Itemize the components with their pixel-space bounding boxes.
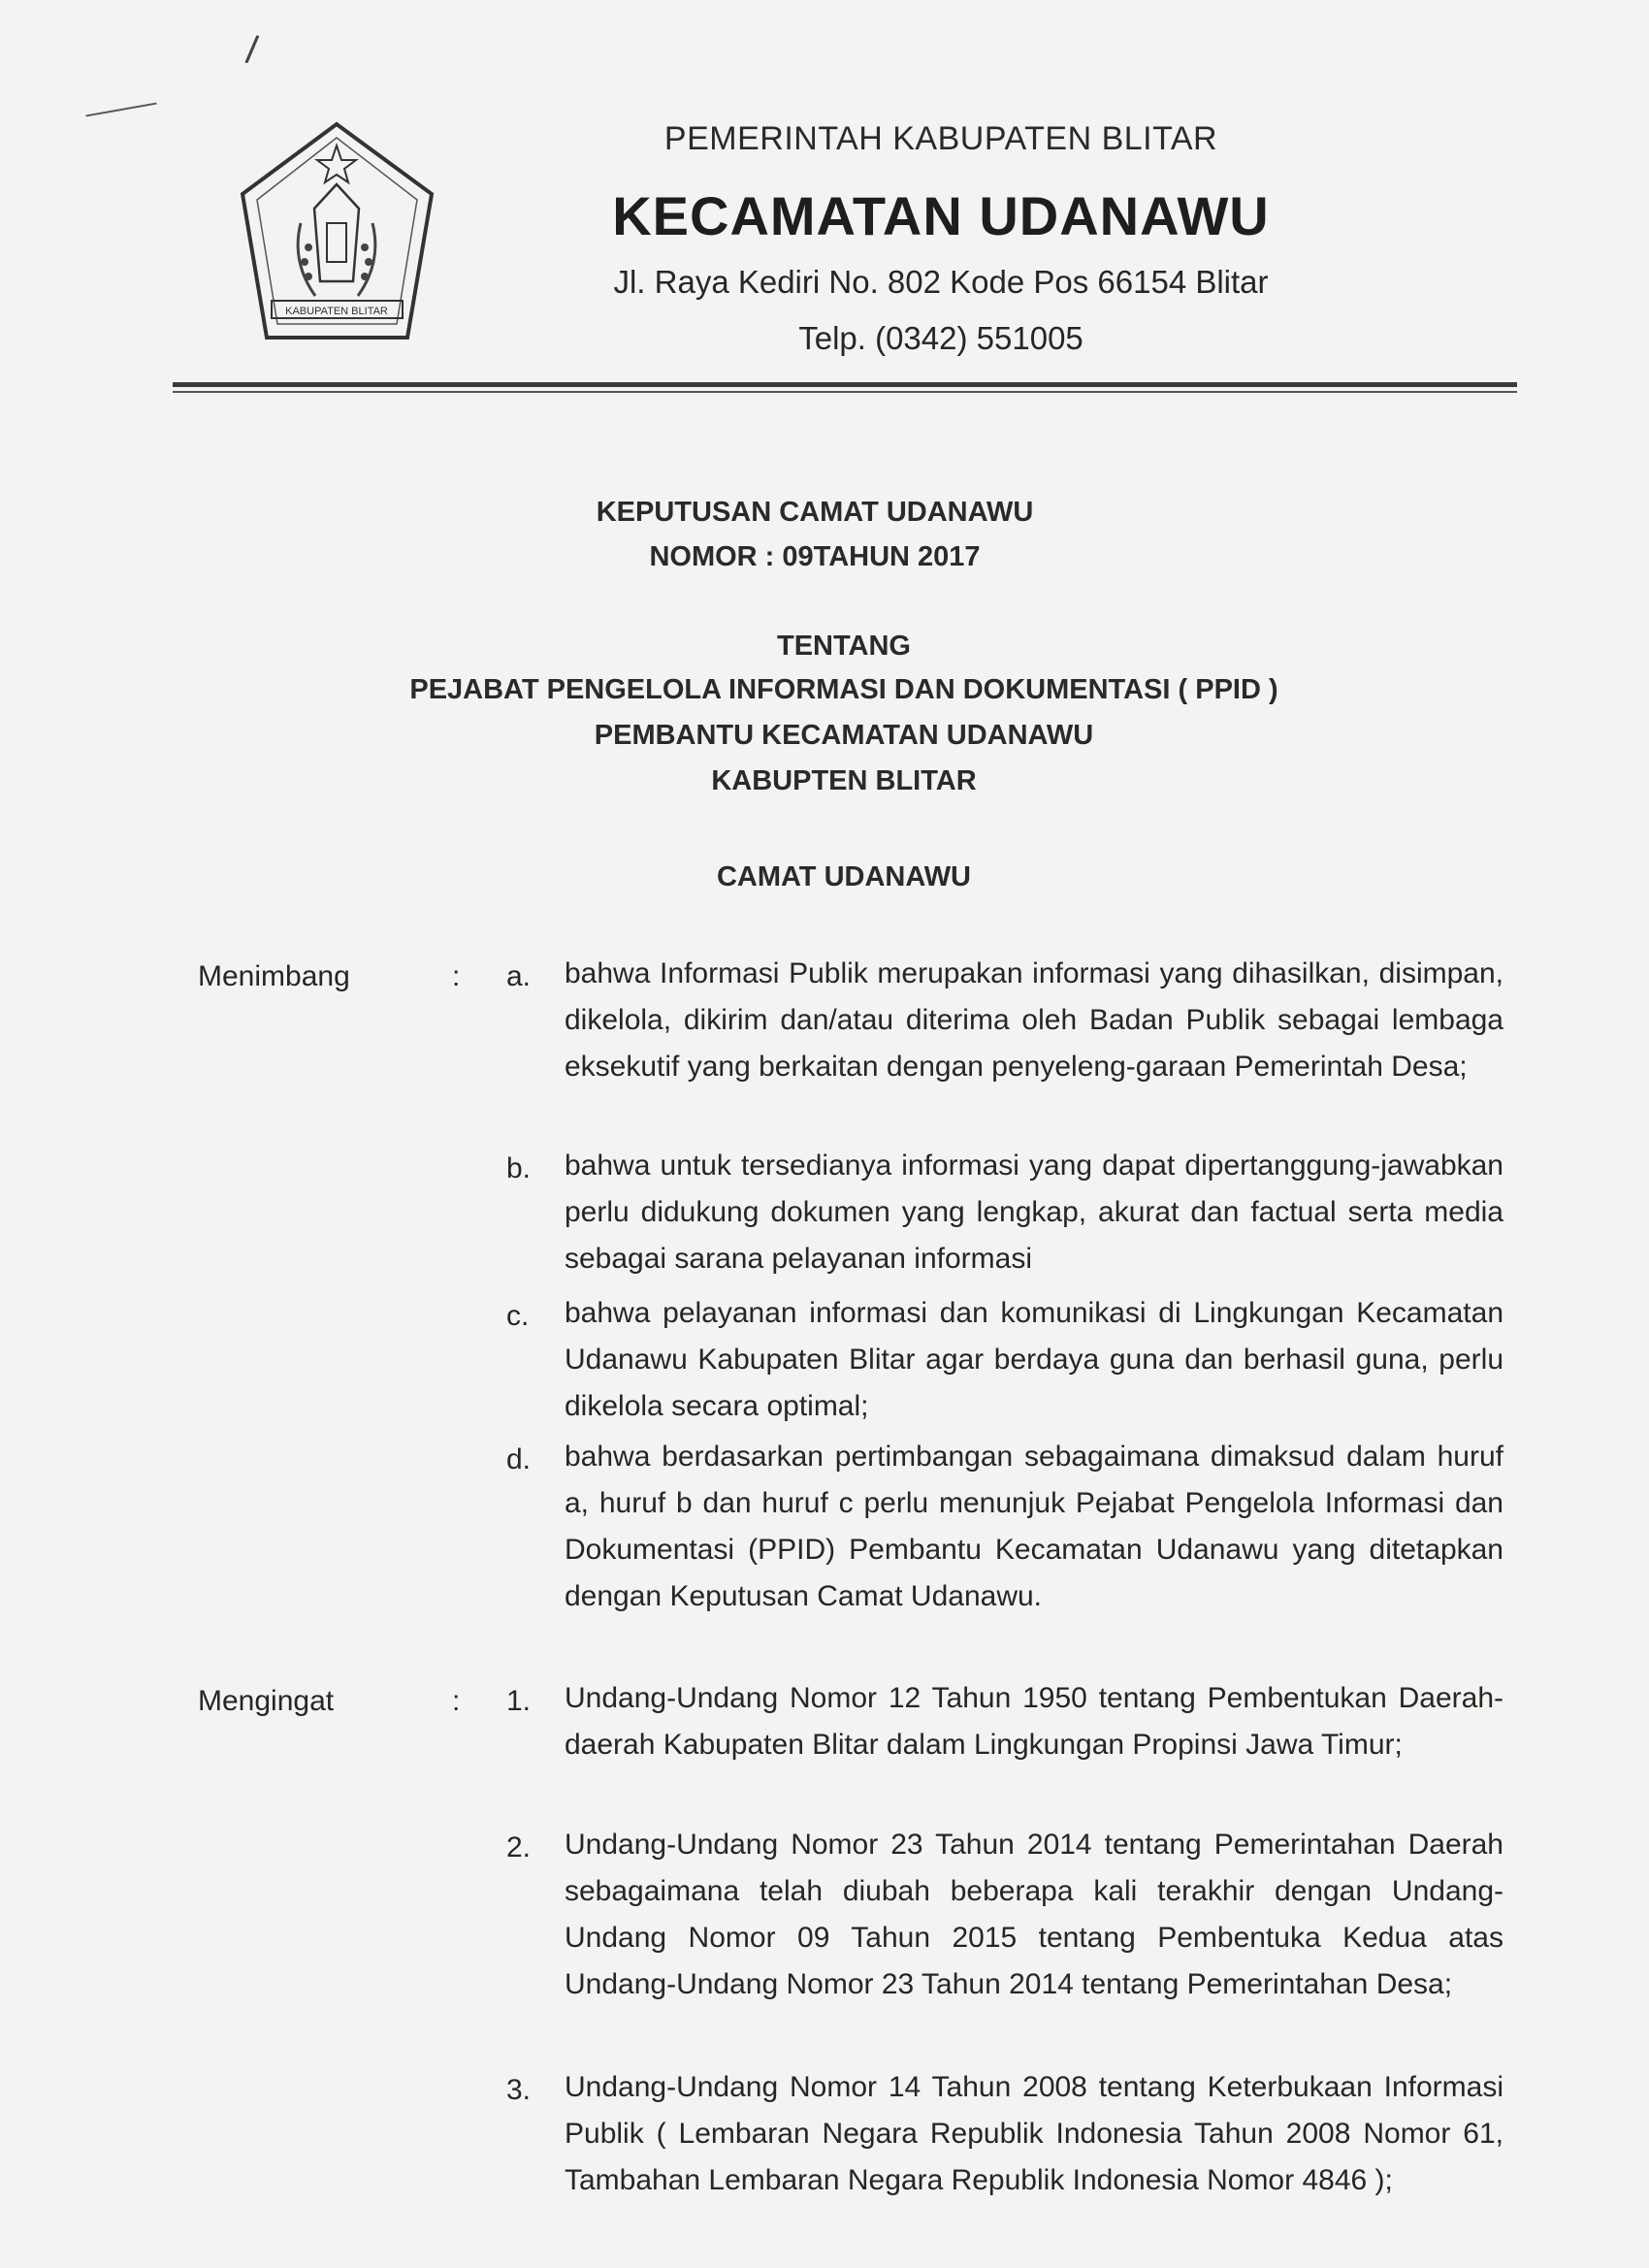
menimbang-colon: : <box>452 960 461 992</box>
logo-text: KABUPATEN BLITAR <box>285 306 388 317</box>
mengingat-item-1: Undang-Undang Nomor 12 Tahun 1950 tentang Pembentukan Daerah-daerah Kabupaten Blitar dalam Lingkungan Propinsi Jawa Timur; <box>565 1682 1504 1761</box>
letterhead-rule <box>173 382 1517 387</box>
mengingat-item-3: Undang-Undang Nomor 14 Tahun 2008 tentang Keterbukaan Informasi Publik ( Lembaran Negara Republik Indonesia Tahun 2008 Nomor 61, Tambahan Lembaran Negara Republik Indonesia Nomor 4846 ); <box>565 2071 1504 2196</box>
mengingat-item-2: Undang-Undang Nomor 23 Tahun 2014 tentang Pemerintahan Daerah sebagaimana telah diubah beberapa kali terakhir dengan Undang-Undang Nomor 09 Tahun 2015 tentang Pembentuka Kedua atas Undang-Undang Nomor 23 Tahun 2014 tentang Pemerintahan Desa; <box>565 1829 1504 2000</box>
mengingat-label: Mengingat <box>198 1685 335 1717</box>
mengingat-mark-3: 3. <box>506 2074 532 2106</box>
mengingat-colon: : <box>452 1685 461 1717</box>
office-phone: Telp. (0342) 551005 <box>798 320 1083 356</box>
menimbang-item-b: bahwa untuk tersedianya informasi yang dapat dipertanggung-jawabkan perlu didukung dokumen yang lengkap, akurat dan factual serta media sebagai sarana pelayanan informasi <box>565 1150 1504 1275</box>
kabupaten-blitar-logo <box>233 116 441 344</box>
decree-subject-line-1: PEJABAT PENGELOLA INFORMASI DAN DOKUMENTASI ( PPID ) <box>409 674 1278 705</box>
menimbang-mark-b: b. <box>506 1152 532 1184</box>
decree-subject-line-2: PEMBANTU KECAMATAN UDANAWU <box>594 720 1094 751</box>
menimbang-label: Menimbang <box>198 960 350 992</box>
menimbang-item-a: bahwa Informasi Publik merupakan informasi yang dihasilkan, disimpan, dikelola, dikirim dan/atau diterima oleh Badan Publik sebagai lembaga eksekutif yang berkaitan dengan penyeleng-garaan Pemerintah Desa; <box>565 957 1504 1083</box>
decree-about: TENTANG <box>776 631 911 662</box>
decree-title: KEPUTUSAN CAMAT UDANAWU <box>596 497 1034 528</box>
decree-subject-line-3: KABUPTEN BLITAR <box>711 765 977 796</box>
menimbang-mark-d: d. <box>506 1443 532 1475</box>
decree-number: NOMOR : 09TAHUN 2017 <box>649 541 981 572</box>
office-address: Jl. Raya Kediri No. 802 Kode Pos 66154 Blitar <box>613 264 1269 300</box>
menimbang-mark-a: a. <box>506 960 532 992</box>
mengingat-mark-1: 1. <box>506 1685 532 1717</box>
pen-stroke <box>85 103 156 117</box>
menimbang-mark-c: c. <box>506 1300 530 1332</box>
pen-mark: / <box>243 28 261 73</box>
menimbang-item-d: bahwa berdasarkan pertimbangan sebagaimana dimaksud dalam huruf a, huruf b dan huruf c perlu menunjuk Pejabat Pengelola Informasi dan Dokumentasi (PPID) Pembantu Kecamatan Udanawu yang ditetapkan dengan Keputusan Camat Udanawu. <box>565 1441 1504 1612</box>
office-name: KECAMATAN UDANAWU <box>612 185 1270 246</box>
mengingat-mark-2: 2. <box>506 1831 532 1863</box>
menimbang-item-c: bahwa pelayanan informasi dan komunikasi di Lingkungan Kecamatan Udanawu Kabupaten Blitar agar berdaya guna dan berhasil guna, perlu dikelola secara optimal; <box>565 1297 1504 1422</box>
decree-issuer: CAMAT UDANAWU <box>716 861 972 892</box>
government-name: PEMERINTAH KABUPATEN BLITAR <box>663 120 1218 157</box>
letterhead-rule-thin <box>173 391 1517 393</box>
